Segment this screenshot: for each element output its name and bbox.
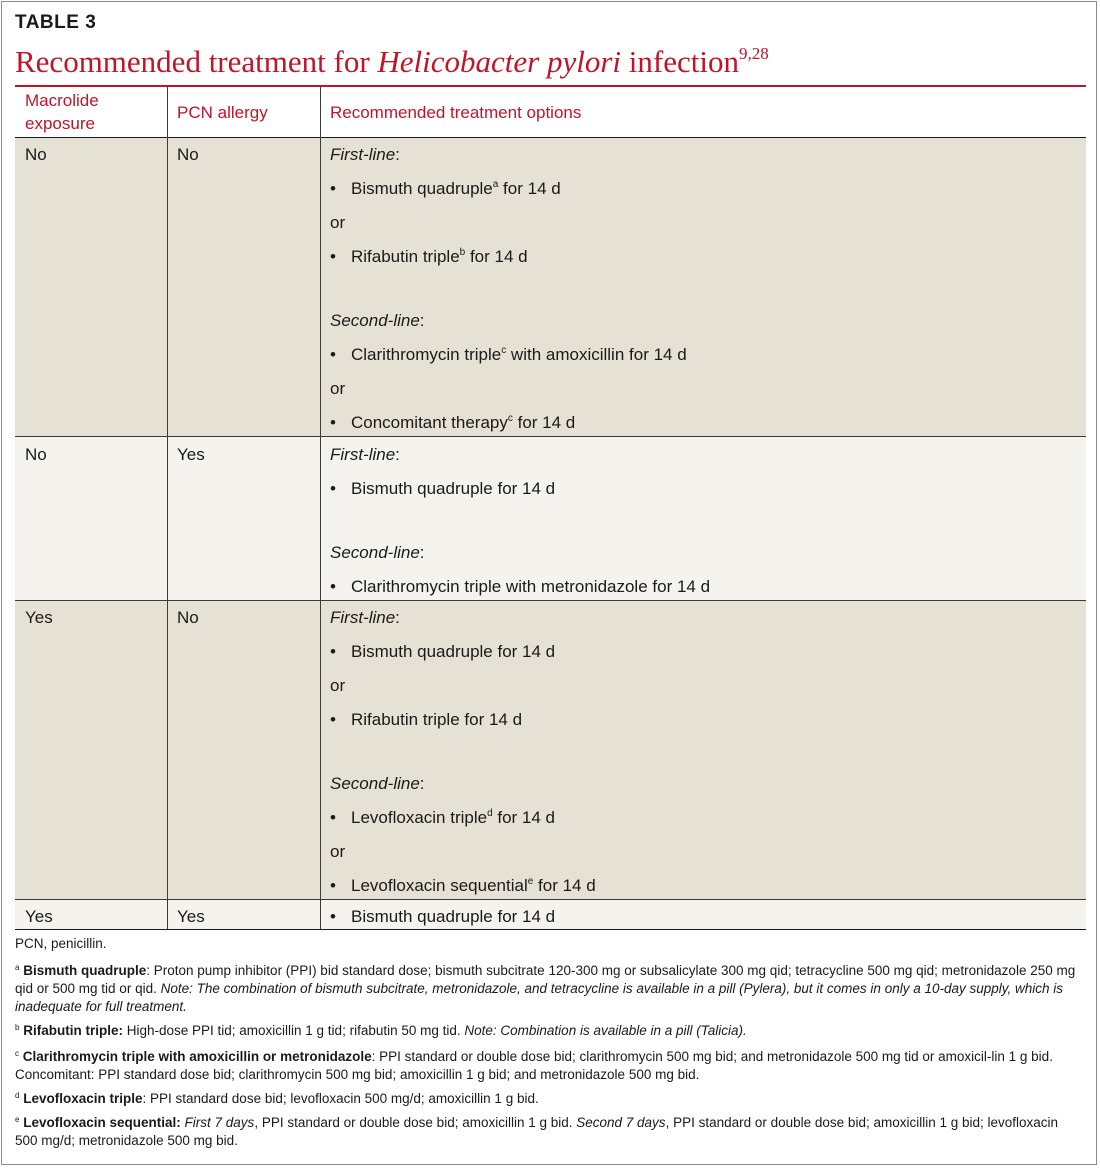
option-duration: for 14 d [512, 413, 576, 432]
or-separator: or [330, 379, 346, 398]
column-divider [167, 87, 168, 929]
label-text: Second-line [330, 543, 420, 562]
first-line-label [330, 444, 400, 466]
bullet-icon: • [330, 479, 336, 498]
label-colon: : [395, 445, 400, 464]
footnote-text: High-dose PPI tid; amoxicillin 1 g tid; rifabutin 50 mg tid. [122, 1023, 465, 1038]
footnote-marker: d [487, 808, 493, 819]
footnote-letter: b [15, 1023, 20, 1032]
footnote-term: Rifabutin triple: [23, 1023, 123, 1038]
footnote-text: : Proton pump inhibitor (PPI) bid standard dose; bismuth subcitrate 120-300 mg or subsalicylate 300 mg qid; tetracycline 500 mg qid; metronidazole 250 mg qid or 500 mg tid or qid. [15, 963, 1076, 996]
or-separator: or [330, 676, 346, 695]
footnote-marker: e [527, 876, 534, 887]
footnote-term: Bismuth quadruple [23, 963, 147, 978]
option-text: Bismuth quadruple [351, 179, 493, 198]
second-line-label [330, 542, 425, 564]
title-suffix: infection [621, 44, 739, 79]
title-rule [15, 85, 1086, 87]
footnote-italic: First 7 days [184, 1115, 255, 1130]
second-line-label [330, 773, 425, 795]
bullet-icon: • [330, 413, 336, 432]
cell-pcn: No [177, 145, 199, 164]
treatment-option [330, 906, 555, 928]
row-divider [15, 899, 1086, 900]
bullet-icon: • [330, 179, 336, 198]
option-text: Clarithromycin triple [351, 345, 502, 364]
option-text: Bismuth quadruple for 14 d [351, 479, 556, 498]
header-macrolide: Macrolide exposure [25, 91, 99, 133]
or-separator: or [330, 842, 346, 861]
table-title [15, 44, 769, 80]
label-colon: : [419, 543, 425, 562]
footnote-letter: c [15, 1049, 19, 1058]
cell-macrolide: No [25, 145, 47, 164]
or-separator: or [330, 213, 346, 232]
cell-macrolide: No [25, 445, 47, 464]
footnote-text: : PPI standard or double dose bid; clarithromycin 500 mg bid; and metronidazole 500 mg tid or amoxicil-lin 1 g bid. Concomitant: PPI standard dose bid; clarithromycin 500 mg bid; amoxicillin 1 g bid; and metronidazole 500 mg bid. [15, 1049, 1053, 1082]
title-references: 9,28 [738, 44, 769, 63]
second-line-label [330, 310, 425, 332]
option-text: Levofloxacin triple [351, 808, 488, 827]
footnote-term: Clarithromycin triple with amoxicillin or metronidazole [22, 1049, 372, 1064]
treatment-option [330, 807, 555, 829]
bullet-icon: • [330, 710, 336, 729]
option-duration: for 14 d [465, 247, 528, 266]
footnote-term: Levofloxacin triple [23, 1091, 143, 1106]
cell-macrolide: Yes [25, 608, 53, 627]
label-colon: : [395, 608, 400, 627]
footnote-marker: c [501, 345, 507, 356]
footnote-c [15, 1048, 1083, 1084]
label-colon: : [419, 774, 425, 793]
label-text: First-line [330, 445, 396, 464]
label-text: Second-line [330, 311, 420, 330]
option-text: Bismuth quadruple for 14 d [351, 642, 556, 661]
footnote-a [15, 962, 1083, 1016]
table-bottom-rule [15, 929, 1086, 930]
option-text: Rifabutin triple [351, 247, 460, 266]
label-colon: : [395, 145, 400, 164]
option-duration: for 14 d [492, 808, 556, 827]
option-text: Levofloxacin sequential [351, 876, 528, 895]
label-text: Second-line [330, 774, 420, 793]
treatment-option [330, 412, 575, 434]
cell-pcn: No [177, 608, 199, 627]
bullet-icon: • [330, 876, 336, 895]
footnote-letter: a [15, 963, 20, 972]
footnote-marker: c [507, 413, 513, 424]
option-text: Bismuth quadruple for 14 d [351, 907, 556, 926]
label-colon: : [419, 311, 425, 330]
treatment-option [330, 178, 561, 200]
footnote-note: Note: The combination of bismuth subcitrate, metronidazole, and tetracycline is available in a pill (Pylera), but it comes in only a 10-day supply, which is inadequate for full treatment. [15, 981, 1064, 1014]
column-divider [320, 87, 321, 929]
footnote-letter: d [15, 1091, 20, 1100]
bullet-icon: • [330, 808, 336, 827]
footnote-abbreviation: PCN, penicillin. [15, 936, 107, 951]
footnote-text: , PPI standard or double dose bid; amoxicillin 1 g bid; levofloxacin 500 mg/d; metronidazole 500 mg bid. [15, 1115, 1059, 1148]
treatment-option [330, 246, 528, 268]
treatment-option [330, 709, 522, 731]
footnote-b [15, 1022, 1083, 1040]
label-text: First-line [330, 608, 396, 627]
label-text: First-line [330, 145, 396, 164]
bullet-icon: • [330, 907, 336, 926]
footnote-marker: b [459, 247, 466, 258]
option-text: Concomitant therapy [351, 413, 508, 432]
footnote-italic: Second 7 days [576, 1115, 666, 1130]
header-pcn-allergy: PCN allergy [177, 103, 268, 122]
title-prefix: Recommended treatment for [15, 44, 378, 79]
first-line-label [330, 144, 400, 166]
bullet-icon: • [330, 577, 336, 596]
option-text: Rifabutin triple for 14 d [351, 710, 523, 729]
treatment-option [330, 641, 555, 663]
footnote-term: Levofloxacin sequential: [23, 1115, 181, 1130]
bullet-icon: • [330, 345, 336, 364]
treatment-option [330, 344, 687, 366]
table-label: TABLE 3 [15, 12, 97, 33]
treatment-option [330, 576, 710, 598]
bullet-icon: • [330, 642, 336, 661]
bullet-icon: • [330, 247, 336, 266]
header-treatment: Recommended treatment options [330, 103, 582, 122]
row-divider [15, 436, 1086, 437]
footnote-e [15, 1114, 1083, 1150]
row-divider [15, 600, 1086, 601]
footnote-text: : PPI standard dose bid; levofloxacin 500 mg/d; amoxicillin 1 g bid. [142, 1091, 539, 1106]
footnote-text: , PPI standard or double dose bid; amoxicillin 1 g bid. [254, 1115, 577, 1130]
option-duration: with amoxicillin for 14 d [506, 345, 687, 364]
cell-pcn: Yes [177, 907, 205, 926]
first-line-label [330, 607, 400, 629]
treatment-option [330, 478, 555, 500]
option-duration: for 14 d [533, 876, 596, 895]
footnote-d [15, 1090, 1083, 1108]
title-organism: Helicobacter pylori [377, 44, 622, 79]
footnote-letter: e [15, 1115, 20, 1124]
cell-macrolide: Yes [25, 907, 53, 926]
treatment-option [330, 875, 596, 897]
footnote-marker: a [492, 179, 499, 190]
footnote-note: Note: Combination is available in a pill (Talicia). [464, 1023, 747, 1038]
option-duration: for 14 d [498, 179, 561, 198]
cell-pcn: Yes [177, 445, 205, 464]
option-text: Clarithromycin triple with metronidazole for 14 d [351, 577, 711, 596]
